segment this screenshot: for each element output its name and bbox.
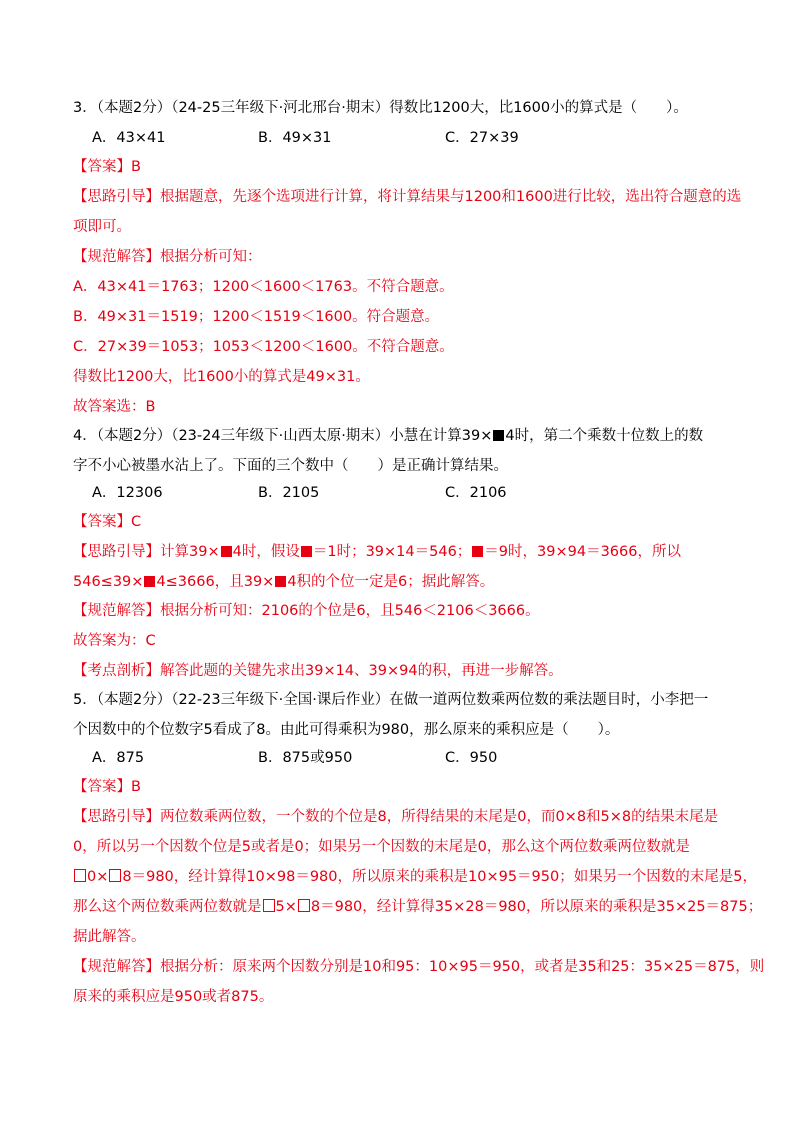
q4-guide-text-b: 4时，假设	[232, 544, 300, 560]
q5-guide-text-4a: 那么这个两位数乘两位数就是	[73, 899, 262, 915]
guide-tag: 【思路引导】	[73, 544, 160, 560]
q4-guide-text-g: 4积的个位一定是6；据此解答。	[287, 574, 495, 590]
q3-stem: 3．（本题2分）（24-25三年级下·河北邢台·期末）得数比1200大，比1600小的算式是（ ）。	[73, 100, 688, 116]
q5-solution-line-1	[73, 957, 764, 977]
q4-solution-line	[73, 601, 540, 621]
q5-option-a: A．875	[92, 750, 145, 766]
q3-calc-b: B．49×31＝1519；1200＜1519＜1600。符合题意。	[73, 309, 440, 325]
q4-guide-line-2	[73, 572, 494, 592]
q4-guide-text-f: 4≤3666，且39×	[156, 574, 275, 590]
q3-answer: B	[131, 159, 141, 175]
q3-solution-line	[73, 247, 262, 267]
answer-tag: 【答案】	[73, 159, 131, 175]
solution-tag: 【规范解答】	[73, 603, 160, 619]
q5-guide-text-3b: 8＝980，经计算得10×98＝980，所以原来的乘积是10×95＝950；如果另一个因数的末尾是5，	[122, 869, 757, 885]
q4-guide-text-a: 计算39×	[160, 544, 220, 560]
q3-guide-line-2: 项即可。	[73, 219, 131, 235]
q4-answer-line	[73, 512, 141, 532]
answer-tag: 【答案】	[73, 779, 131, 795]
ink-blot-square	[275, 576, 286, 587]
ink-blot-square	[493, 430, 504, 441]
q5-guide-line-2: 0，所以另一个因数个位是5或者是0；如果另一个因数的末尾是0，那么这个两位数乘两位数就是	[73, 839, 690, 855]
ink-blot-square	[144, 576, 155, 587]
q4-final-answer: 故答案为：C	[73, 633, 156, 649]
q4-option-a: A．12306	[92, 485, 163, 501]
q3-guide-line-1	[73, 187, 741, 207]
answer-tag: 【答案】	[73, 514, 131, 530]
guide-tag: 【思路引导】	[73, 189, 160, 205]
q5-guide-line-3	[73, 867, 757, 887]
q3-conclusion: 得数比1200大，比1600小的算式是49×31。	[73, 369, 370, 385]
blank-box-icon	[298, 899, 310, 912]
q4-stem-line-2: 字不小心被墨水沾上了。下面的三个数中（ ）是正确计算结果。	[73, 458, 508, 474]
q4-guide-text-c: ＝1时；39×14＝546；	[312, 544, 472, 560]
q5-guide-text-1: 两位数乘两位数，一个数的个位是8，所得结果的末尾是0，而0×8和5×8的结果末尾是	[160, 809, 719, 825]
q4-option-c: C．2106	[445, 485, 507, 501]
q5-guide-line-5: 据此解答。	[73, 929, 146, 945]
q5-option-c: C．950	[445, 750, 498, 766]
q3-option-c: C．27×39	[445, 130, 519, 146]
q3-calc-c: C．27×39＝1053；1053＜1200＜1600。不符合题意。	[73, 339, 454, 355]
q5-guide-text-3a: 0×	[87, 869, 109, 885]
q3-calc-a: A．43×41＝1763；1200＜1600＜1763。不符合题意。	[73, 279, 454, 295]
q5-answer-line	[73, 777, 141, 797]
q4-guide-line-1	[73, 542, 681, 562]
q3-answer-line	[73, 157, 141, 177]
blank-box-icon	[263, 899, 275, 912]
solution-tag: 【规范解答】	[73, 249, 160, 265]
ink-blot-square	[221, 546, 232, 557]
blank-box-icon	[109, 869, 121, 882]
guide-tag: 【思路引导】	[73, 809, 160, 825]
q4-point: 解答此题的关键先求出39×14、39×94的积，再进一步解答。	[160, 663, 563, 679]
q3-option-a: A．43×41	[92, 130, 166, 146]
q3-solution-intro: 根据分析可知：	[160, 249, 262, 265]
q3-final-answer: 故答案选：B	[73, 399, 156, 415]
q4-stem-text-a: 4．（本题2分）（23-24三年级下·山西太原·期末）小慧在计算39×	[73, 428, 493, 444]
ink-blot-square	[472, 546, 483, 557]
q5-solution-line-2: 原来的乘积应是950或者875。	[73, 989, 274, 1005]
q5-option-b: B．875或950	[258, 750, 353, 766]
solution-tag: 【规范解答】	[73, 959, 160, 975]
q3-option-b: B．49×31	[258, 130, 332, 146]
q5-guide-line-1	[73, 807, 718, 827]
q4-stem-line-1	[73, 426, 703, 446]
q5-guide-text-4c: 8＝980，经计算得35×28＝980，所以原来的乘积是35×25＝875；	[310, 899, 763, 915]
q4-point-line	[73, 661, 563, 681]
point-tag: 【考点剖析】	[73, 663, 160, 679]
q5-solution-text-1: 根据分析：原来两个因数分别是10和95：10×95＝950，或者是35和25：35×25＝875，则	[160, 959, 765, 975]
q4-guide-text-e: 546≤39×	[73, 574, 144, 590]
q5-stem-line-1: 5．（本题2分）（22-23三年级下·全国·课后作业）在做一道两位数乘两位数的乘法题目时，小李把一	[73, 692, 709, 708]
ink-blot-square	[301, 546, 312, 557]
q4-solution: 根据分析可知：2106的个位是6，且546＜2106＜3666。	[160, 603, 540, 619]
q4-answer: C	[131, 514, 142, 530]
q5-guide-line-4	[73, 897, 762, 917]
q5-answer: B	[131, 779, 141, 795]
blank-box-icon	[74, 869, 86, 882]
q4-guide-text-d: ＝9时，39×94＝3666，所以	[484, 544, 681, 560]
q4-option-b: B．2105	[258, 485, 320, 501]
q4-stem-text-b: 4时，第二个乘数十位数上的数	[505, 428, 704, 444]
q5-guide-text-4b: 5×	[275, 899, 297, 915]
q5-stem-line-2: 个因数中的个位数字5看成了8。由此可得乘积为980，那么原来的乘积应是（ ）。	[73, 722, 620, 738]
q3-guide-text-1: 根据题意，先逐个选项进行计算，将计算结果与1200和1600进行比较，选出符合题意的选	[160, 189, 742, 205]
